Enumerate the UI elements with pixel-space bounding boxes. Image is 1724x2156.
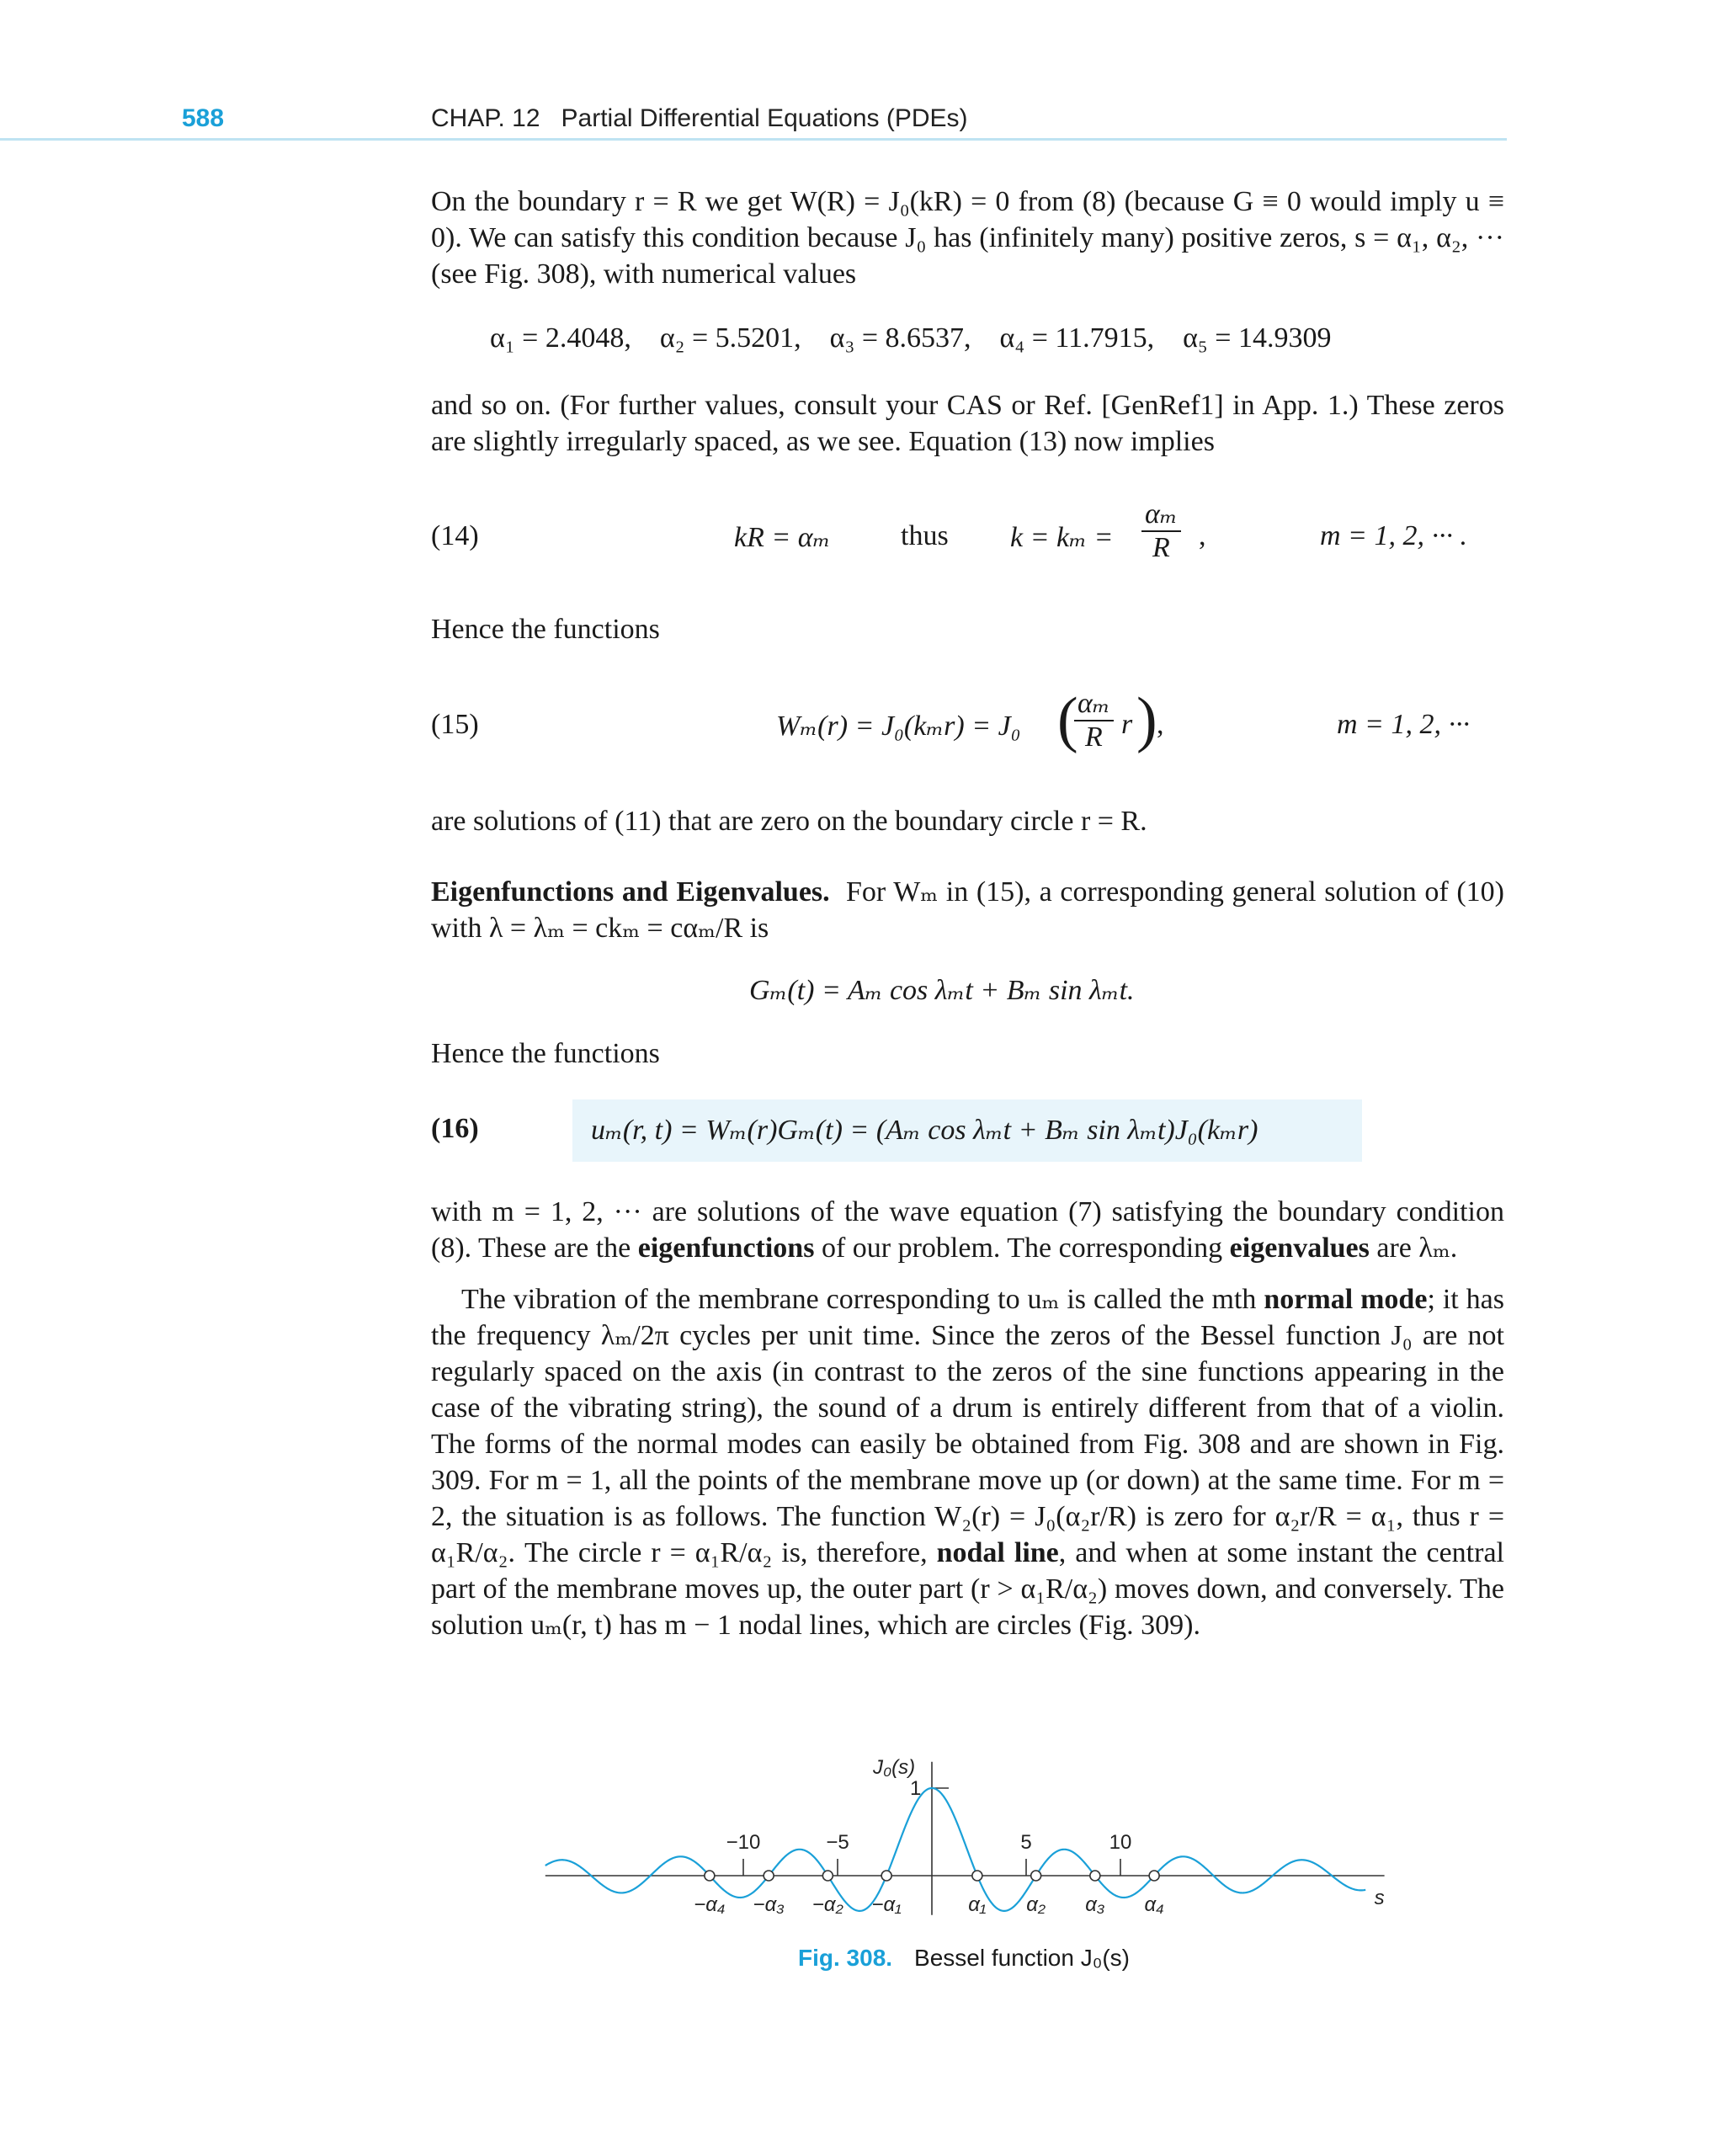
eq16-number: (16): [431, 1113, 479, 1144]
figure-caption-label: Fig. 308.: [798, 1945, 893, 1971]
eigen-heading: Eigenfunctions and Eigenvalues.: [431, 876, 830, 908]
zero-label: −α₄: [694, 1893, 726, 1916]
zero-marker: [881, 1871, 891, 1881]
chapter-title: CHAP. 12 Partial Differential Equations (PDEs): [431, 104, 968, 132]
eq15-frac-num: αₘ: [1074, 686, 1114, 721]
p5-a: with m = 1, 2, ··· are solutions of the wave equation (7) satisfying the boundary condition (8). These are the: [431, 1196, 1504, 1264]
eq15-left: Wₘ(r) = J₀(kₘr) = J₀: [776, 711, 1021, 742]
eq14-comma: ,: [1199, 520, 1206, 551]
eq14-left: kR = αₘ: [734, 522, 831, 553]
zero-marker: [1090, 1871, 1100, 1881]
page-number: 588: [182, 104, 225, 132]
x-tick-label: −10: [726, 1831, 761, 1854]
x-tick-label: −5: [826, 1831, 849, 1854]
term-normal-mode: normal mode: [1264, 1284, 1428, 1315]
eq14-frac-num: αₘ: [1141, 497, 1181, 532]
bessel-curve: [545, 1788, 1365, 1911]
x-axis-label: s: [1374, 1887, 1385, 1909]
figure-caption-text: Bessel function J₀(s): [914, 1945, 1130, 1971]
zero-label: α₄: [1144, 1893, 1164, 1916]
p6-a: The vibration of the membrane corresponding to uₘ is called the mth: [461, 1284, 1264, 1315]
y-axis-label: J₀(s): [873, 1755, 916, 1779]
eq14-number: (14): [431, 520, 479, 551]
eq15-r: r: [1121, 709, 1133, 740]
zero-label: α₃: [1085, 1893, 1105, 1916]
y-tick-label-1: 1: [910, 1777, 922, 1800]
hence-functions-2: Hence the functions: [431, 1038, 660, 1069]
p6-c: ; it has the frequency λₘ/2π cycles per unit time. Since the zeros of the Bessel function J₀ are not regularly spaced on the axis (in contrast to the zeros of the sine functions appearing in the case of the vibrating string), the sound of a drum is entirely different from that of a violin. The forms of the normal modes can easily be obtained from Fig. 308 and are shown in Fig. 309. For m = 1, all the points of the membrane move up (or down) at the same time. For m = 2, the situation is as follows. The function W₂(r) = J₀(α₂r/R) is zero for α₂r/R = α₁, thus r = α₁R/α₂. The circle r = α₁R/α₂ is, therefore,: [431, 1284, 1504, 1568]
eq14-thus: thus: [901, 520, 949, 551]
paragraph-eigen: [431, 874, 1512, 946]
paragraph-eigenfunctions: [431, 1194, 1504, 1266]
eigen-text: For Wₘ in (15), a corresponding general solution of (10) with λ = λₘ = ckₘ = cαₘ/R is: [431, 876, 1512, 944]
p6-e: , and when at some instant the central part of the membrane moves up, the outer part (r > α₁R/α₂) moves down, and conversely. The solution uₘ(r, t) has m − 1 nodal lines, which are circles (Fig. 309).: [431, 1537, 1504, 1641]
paragraph-boundary: On the boundary r = R we get W(R) = J₀(kR) = 0 from (8) (because G ≡ 0 would imply u ≡ 0). We can satisfy this condition because J₀ has (infinitely many) positive zeros, s = α₁, α₂, ··· (see Fig. 308), with numerical values: [431, 186, 1504, 290]
zero-marker: [764, 1871, 774, 1881]
eq15-lparen: (: [1057, 685, 1078, 754]
term-nodal-line: nodal line: [936, 1537, 1059, 1568]
eq15-range: m = 1, 2, ···: [1337, 709, 1470, 740]
zero-marker: [1149, 1871, 1159, 1881]
figure-caption: [798, 1945, 1130, 1972]
zero-marker: [972, 1871, 982, 1881]
eq14-range: m = 1, 2, ··· .: [1320, 520, 1467, 551]
eq15-comma: ,: [1157, 709, 1164, 740]
zero-label: α₂: [1026, 1893, 1046, 1916]
term-eigenfunctions: eigenfunctions: [637, 1232, 815, 1264]
p5-e: are λₘ.: [1369, 1232, 1458, 1264]
eq15-rparen: ): [1136, 685, 1157, 754]
paragraph-normal-mode: [431, 1281, 1504, 1643]
zero-label: −α₃: [753, 1893, 785, 1916]
eq14-mid: k = kₘ =: [1010, 522, 1114, 553]
eq-G: Gₘ(t) = Aₘ cos λₘt + Bₘ sin λₘt.: [749, 975, 1135, 1006]
zero-marker: [822, 1871, 833, 1881]
header-rule: [0, 138, 1507, 141]
paragraph-zeros: and so on. (For further values, consult your CAS or Ref. [GenRef1] in App. 1.) These zeros are slightly irregularly spaced, as we see. Equation (13) now implies: [431, 390, 1504, 457]
zero-label: −α₁: [871, 1893, 902, 1916]
zero-label: α₁: [968, 1893, 987, 1916]
eq15-number: (15): [431, 709, 479, 740]
figure-marks: [694, 1871, 1164, 1916]
alpha-values: α₁ = 2.4048, α₂ = 5.5201, α₃ = 8.6537, α₄ = 11.7915, α₅ = 14.9309: [490, 322, 1332, 354]
eq16-formula: uₘ(r, t) = Wₘ(r)Gₘ(t) = (Aₘ cos λₘt + Bₘ sin λₘt)J₀(kₘr): [591, 1115, 1258, 1146]
zero-marker: [705, 1871, 715, 1881]
eq15-frac-den: R: [1084, 721, 1103, 753]
zero-label: −α₂: [811, 1893, 843, 1916]
x-tick-label: 5: [1020, 1831, 1032, 1854]
eq14-fraction: [1141, 497, 1181, 564]
p5-c: of our problem. The corresponding: [814, 1232, 1230, 1264]
x-tick-label: 10: [1109, 1831, 1132, 1854]
zero-marker: [1031, 1871, 1041, 1881]
hence-functions-1: Hence the functions: [431, 614, 660, 645]
paragraph-solutions: are solutions of (11) that are zero on the boundary circle r = R.: [431, 806, 1147, 837]
term-eigenvalues: eigenvalues: [1229, 1232, 1370, 1264]
eq15-fraction: [1074, 686, 1114, 753]
figure-axes: [545, 1756, 1385, 1915]
eq14-frac-den: R: [1152, 532, 1170, 563]
